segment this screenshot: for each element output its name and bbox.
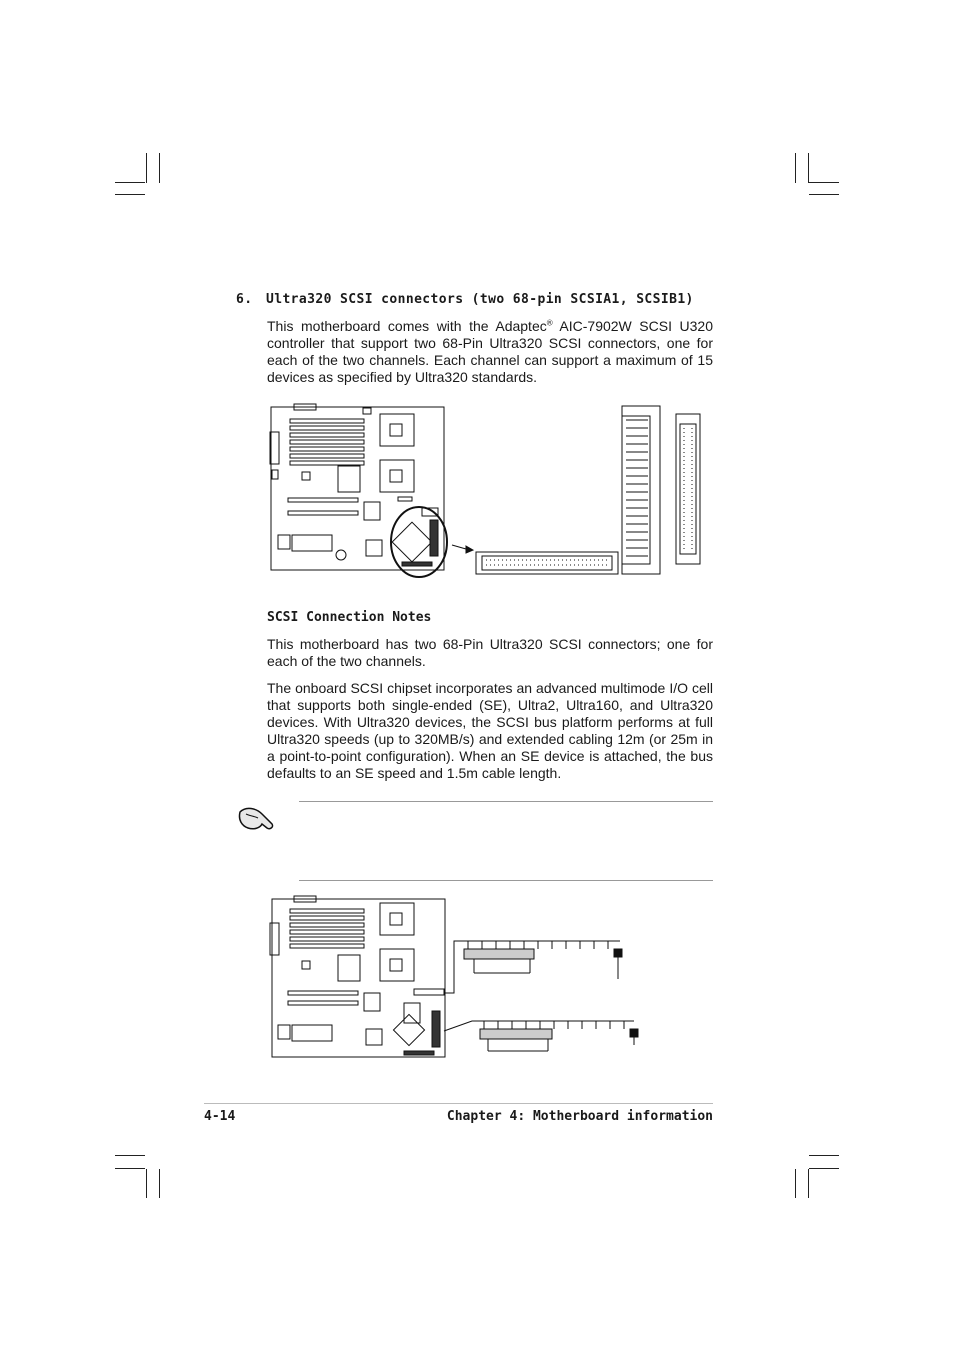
intro-paragraph: This motherboard comes with the Adaptec® AIC-7902W SCSI U320 controller that support two 68-Pin Ultra320 SCSI connectors, one for each of the two channels. Each channel can support a maximum of 15 devices as specified by Ultra320 standards. bbox=[267, 318, 713, 385]
hand-pointing-icon bbox=[236, 802, 276, 834]
registered-mark: ® bbox=[546, 318, 553, 328]
chapter-title: Chapter 4: Motherboard information bbox=[446, 1109, 713, 1124]
section-number: 6. bbox=[236, 292, 253, 307]
scsi-connector-vertical bbox=[432, 1011, 440, 1047]
section-heading bbox=[236, 292, 694, 307]
note-top-rule bbox=[299, 801, 713, 802]
scsi-connector-horizontal bbox=[402, 562, 432, 566]
dimm-slot-group bbox=[290, 419, 364, 465]
cpu-socket bbox=[380, 460, 414, 492]
notes-title: SCSI Connection Notes bbox=[267, 610, 432, 625]
scsi-chain-figure bbox=[268, 893, 654, 1063]
notes-paragraph-1: This motherboard has two 68-Pin Ultra320 SCSI connectors; one for each of the two channels. bbox=[267, 636, 713, 669]
scsi-controller-chip bbox=[392, 522, 432, 562]
page-number: 4-14 bbox=[204, 1109, 236, 1124]
footer-rule bbox=[204, 1103, 713, 1104]
scsi-connector-vertical bbox=[430, 520, 438, 556]
scsi-connector-figure bbox=[268, 402, 704, 582]
notes-paragraph-2: The onboard SCSI chipset incorporates an advanced multimode I/O cell that supports both single-ended (SE), Ultra2, Ultra160, and Ultra320 devices. With Ultra320 devices, the SCSI bus platform performs at full Ultra320 speeds (up to 320MB/s) and extended cabling 12m (or 25m in a point-to-point configuration). When an SE device is attached, the bus defaults to an SE speed and 1.5m cable length. bbox=[267, 680, 713, 781]
scsi-connector-horizontal bbox=[404, 1051, 434, 1055]
cpu-socket bbox=[380, 414, 414, 446]
section-title: Ultra320 SCSI connectors (two 68-pin SCSIA1, SCSIB1) bbox=[266, 292, 694, 307]
note-bottom-rule bbox=[299, 880, 713, 881]
